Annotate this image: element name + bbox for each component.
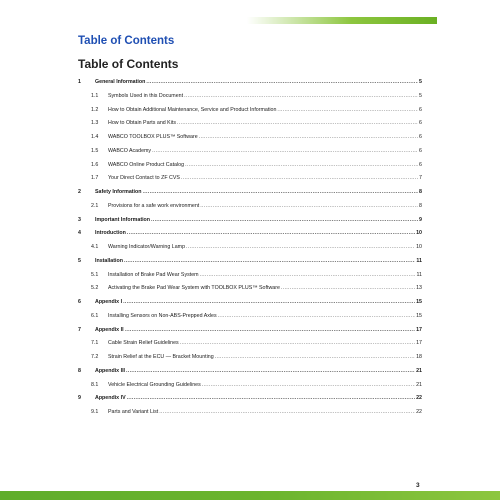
toc-dot-leader xyxy=(200,200,418,214)
toc-entry-line xyxy=(95,392,422,406)
toc-entry-page: 6 xyxy=(419,147,422,154)
toc-dot-leader xyxy=(218,310,415,324)
toc-dot-leader xyxy=(181,172,418,186)
toc-entry-line xyxy=(108,282,422,296)
toc-entry[interactable] xyxy=(78,227,422,241)
toc-entry-label: How to Obtain Parts and Kits xyxy=(108,120,177,127)
toc-entry-number: 1.4 xyxy=(91,134,99,140)
table-of-contents xyxy=(78,76,422,420)
toc-entry[interactable] xyxy=(78,117,422,131)
toc-entry-label: Activating the Brake Pad Wear System with TOOLBOX PLUS™ Software xyxy=(108,285,280,292)
toc-dot-leader xyxy=(125,324,416,338)
toc-entry[interactable] xyxy=(78,324,422,338)
toc-entry-number: 5.2 xyxy=(91,285,99,292)
toc-entry-label: Provisions for a safe work environment xyxy=(108,202,200,209)
toc-entry[interactable] xyxy=(78,406,422,420)
toc-entry-line xyxy=(108,406,422,420)
toc-entry-label: WABCO Online Product Catalog xyxy=(108,161,185,168)
toc-entry-number: 5 xyxy=(78,257,81,264)
toc-entry-page: 6 xyxy=(419,106,422,113)
toc-entry-number: 1 xyxy=(78,79,81,85)
toc-entry-line xyxy=(108,117,422,131)
toc-entry-page: 22 xyxy=(416,409,422,415)
toc-entry-line xyxy=(108,145,422,159)
toc-entry-label: General Information xyxy=(95,79,146,85)
toc-entry-label: Your Direct Contact to ZF CVS xyxy=(108,175,180,182)
toc-entry[interactable] xyxy=(78,186,422,200)
toc-entry-label: Important Information xyxy=(95,216,151,223)
toc-entry-number: 2.1 xyxy=(91,202,99,209)
toc-entry-number: 1.7 xyxy=(91,175,99,182)
toc-entry-number: 7.1 xyxy=(91,340,99,347)
toc-dot-leader xyxy=(184,90,418,104)
toc-entry[interactable] xyxy=(78,214,422,228)
toc-entry[interactable] xyxy=(78,131,422,145)
toc-entry[interactable] xyxy=(78,172,422,186)
toc-entry-number: 3 xyxy=(78,216,81,223)
toc-entry-line xyxy=(95,186,422,200)
toc-dot-leader xyxy=(281,282,415,296)
toc-entry-page: 5 xyxy=(419,92,422,99)
toc-entry-label: Introduction xyxy=(95,230,126,237)
toc-dot-leader xyxy=(200,269,416,283)
toc-entry[interactable] xyxy=(78,310,422,324)
toc-entry-number: 9.1 xyxy=(91,409,99,415)
toc-entry-label: Warning Indicator/Warning Lamp xyxy=(108,244,186,250)
toc-entry-page: 6 xyxy=(419,120,422,127)
toc-dot-leader xyxy=(151,214,418,228)
toc-dot-leader xyxy=(124,255,415,269)
page-number: 3 xyxy=(416,482,420,489)
toc-entry-label: WABCO Academy xyxy=(108,147,152,154)
toc-entry-line xyxy=(95,227,422,241)
toc-entry-line xyxy=(108,159,422,173)
toc-dot-leader xyxy=(177,117,418,131)
toc-entry-number: 6 xyxy=(78,299,81,305)
toc-dot-leader xyxy=(202,379,415,393)
toc-entry-number: 5.1 xyxy=(91,271,99,278)
toc-entry[interactable] xyxy=(78,159,422,173)
toc-entry-line xyxy=(95,255,422,269)
toc-entry-line xyxy=(108,379,422,393)
toc-entry-label: Appendix IV xyxy=(95,395,126,402)
toc-entry-page: 10 xyxy=(416,244,422,250)
toc-entry-page: 13 xyxy=(416,285,422,292)
toc-dot-leader xyxy=(127,392,415,406)
toc-entry-page: 15 xyxy=(416,299,422,305)
toc-entry-page: 11 xyxy=(416,257,422,264)
toc-entry-page: 15 xyxy=(416,312,422,319)
toc-entry[interactable] xyxy=(78,76,422,90)
toc-entry-page: 6 xyxy=(419,161,422,168)
toc-entry-number: 8 xyxy=(78,367,81,374)
toc-entry-line xyxy=(108,131,422,145)
toc-dot-leader xyxy=(199,131,418,145)
toc-dot-leader xyxy=(277,104,418,118)
toc-entry-page: 21 xyxy=(416,367,422,374)
toc-entry[interactable] xyxy=(78,379,422,393)
toc-entry-label: WABCO TOOLBOX PLUS™ Software xyxy=(108,134,198,140)
toc-entry-page: 6 xyxy=(419,134,422,140)
toc-entry-line xyxy=(108,269,422,283)
toc-entry-number: 7.2 xyxy=(91,354,99,360)
toc-entry[interactable] xyxy=(78,337,422,351)
toc-entry-line xyxy=(95,214,422,228)
toc-entry-number: 2 xyxy=(78,189,81,195)
toc-entry-line xyxy=(108,351,422,365)
toc-dot-leader xyxy=(180,337,415,351)
toc-entry-label: Cable Strain Relief Guidelines xyxy=(108,340,179,347)
toc-entry-label: Installation of Brake Pad Wear System xyxy=(108,271,199,278)
toc-entry-number: 1.1 xyxy=(91,92,99,99)
toc-entry-line xyxy=(95,76,422,90)
toc-entry-label: How to Obtain Additional Maintenance, Service and Product Information xyxy=(108,106,277,113)
toc-dot-leader xyxy=(186,241,415,255)
toc-dot-leader xyxy=(152,145,418,159)
toc-entry-number: 9 xyxy=(78,395,81,402)
toc-entry-page: 10 xyxy=(416,230,422,237)
toc-entry-line xyxy=(95,365,422,379)
toc-entry-page: 17 xyxy=(416,326,422,333)
toc-dot-leader xyxy=(185,159,418,173)
toc-entry[interactable] xyxy=(78,241,422,255)
toc-entry-page: 17 xyxy=(416,340,422,347)
toc-entry-page: 7 xyxy=(419,175,422,182)
toc-entry[interactable] xyxy=(78,255,422,269)
page-title: Table of Contents xyxy=(78,57,179,71)
toc-entry-line xyxy=(95,296,422,310)
toc-entry-label: Safety Information xyxy=(95,189,142,195)
toc-entry[interactable] xyxy=(78,392,422,406)
bottom-accent-bar xyxy=(0,491,500,500)
toc-entry-number: 6.1 xyxy=(91,312,99,319)
toc-entry-number: 8.1 xyxy=(91,381,99,388)
toc-dot-leader xyxy=(123,296,415,310)
toc-dot-leader xyxy=(215,351,415,365)
toc-entry-line xyxy=(108,200,422,214)
toc-entry-line xyxy=(108,337,422,351)
toc-entry-page: 8 xyxy=(419,189,422,195)
toc-entry-label: Appendix I xyxy=(95,299,123,305)
toc-entry[interactable] xyxy=(78,296,422,310)
toc-entry-page: 8 xyxy=(419,202,422,209)
toc-dot-leader xyxy=(143,186,419,200)
toc-entry-line xyxy=(95,324,422,338)
toc-dot-leader xyxy=(146,76,418,90)
toc-entry-page: 11 xyxy=(416,271,422,278)
toc-entry-number: 4 xyxy=(78,230,81,237)
toc-dot-leader xyxy=(126,365,415,379)
toc-entry-page: 5 xyxy=(419,79,422,85)
toc-dot-leader xyxy=(159,406,415,420)
toc-entry-label: Parts and Variant List xyxy=(108,409,159,415)
toc-entry-label: Appendix II xyxy=(95,326,124,333)
toc-entry-line xyxy=(108,104,422,118)
toc-entry-label: Installing Sensors on Non-ABS-Prepped Axles xyxy=(108,312,217,319)
toc-entry-label: Appendix III xyxy=(95,367,126,374)
toc-entry[interactable] xyxy=(78,365,422,379)
toc-entry-label: Installation xyxy=(95,257,123,264)
toc-entry-page: 18 xyxy=(416,354,422,360)
toc-entry[interactable] xyxy=(78,145,422,159)
toc-entry-number: 4.1 xyxy=(91,244,99,250)
toc-entry-label: Vehicle Electrical Grounding Guidelines xyxy=(108,381,201,388)
toc-entry-number: 1.6 xyxy=(91,161,99,168)
toc-entry-page: 22 xyxy=(416,395,422,402)
toc-dot-leader xyxy=(127,227,415,241)
toc-entry-line xyxy=(108,90,422,104)
toc-entry-label: Strain Relief at the ECU — Bracket Mounting xyxy=(108,354,214,360)
toc-entry[interactable] xyxy=(78,282,422,296)
toc-entry-number: 1.2 xyxy=(91,106,99,113)
toc-entry-line xyxy=(108,241,422,255)
top-accent-bar xyxy=(247,17,437,24)
toc-entry-page: 9 xyxy=(419,216,422,223)
toc-entry-page: 21 xyxy=(416,381,422,388)
toc-entry-number: 1.5 xyxy=(91,147,99,154)
toc-entry[interactable] xyxy=(78,269,422,283)
toc-entry[interactable] xyxy=(78,351,422,365)
header-title: Table of Contents xyxy=(78,35,175,47)
toc-entry[interactable] xyxy=(78,200,422,214)
toc-entry[interactable] xyxy=(78,104,422,118)
toc-entry[interactable] xyxy=(78,90,422,104)
toc-entry-number: 1.3 xyxy=(91,120,99,127)
toc-entry-line xyxy=(108,310,422,324)
toc-entry-label: Symbols Used in this Document xyxy=(108,92,184,99)
toc-entry-line xyxy=(108,172,422,186)
toc-entry-number: 7 xyxy=(78,326,81,333)
